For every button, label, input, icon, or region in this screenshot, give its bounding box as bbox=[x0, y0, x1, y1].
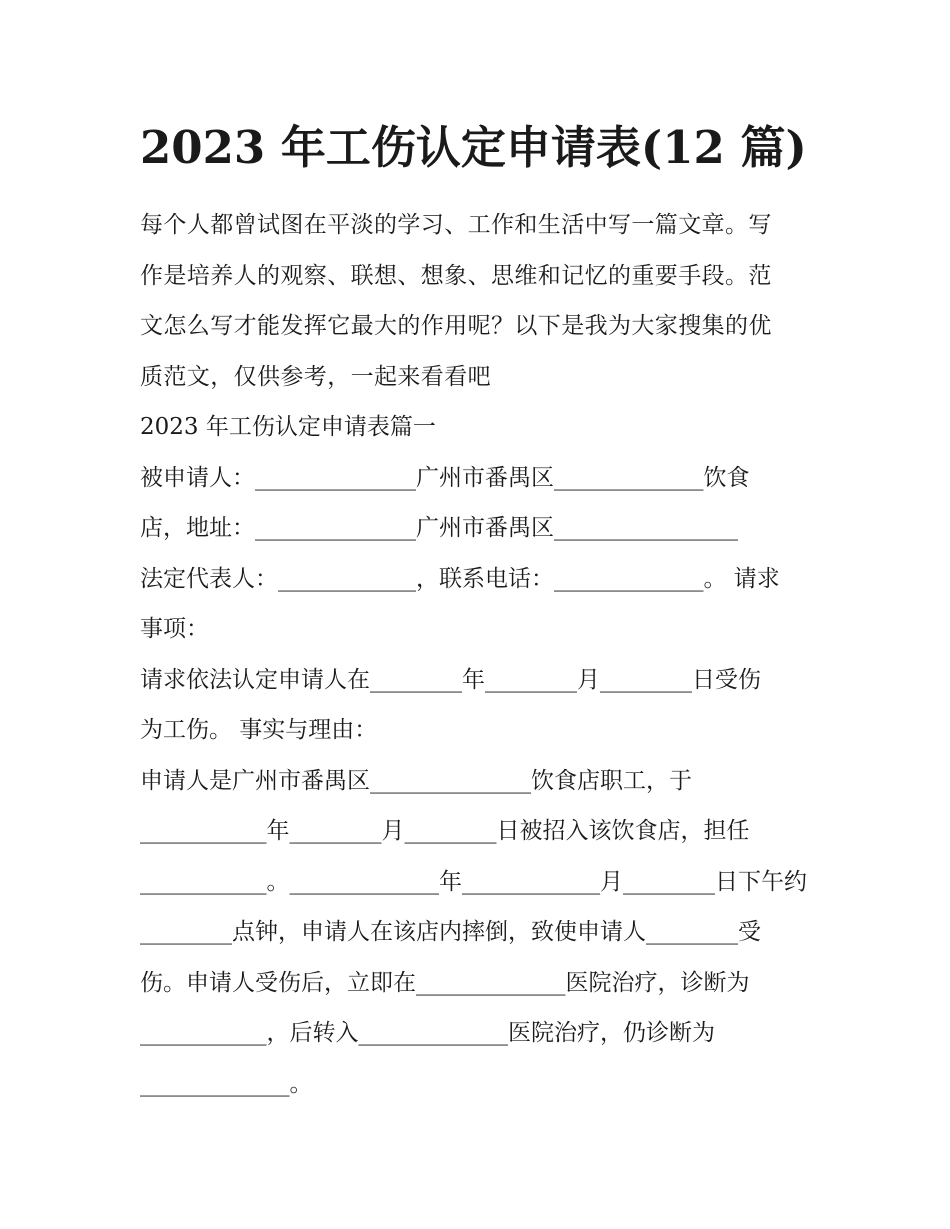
intro-line: 作是培养人的观察、联想、想象、思维和记忆的重要手段。范 bbox=[140, 262, 772, 289]
intro-line: 质范文，仅供参考，一起来看看吧 bbox=[140, 363, 491, 390]
form-line-facts-heading: 为工伤。 事实与理由： bbox=[140, 717, 378, 743]
form-line-transfer: ___________，后转入_____________医院治疗，仍诊断为 bbox=[140, 1020, 715, 1046]
intro-line: 每个人都曾试图在平淡的学习、工作和生活中写一篇文章。写 bbox=[140, 212, 772, 238]
form-line-request: 请求依法认定申请人在________年________月________日受伤 bbox=[140, 666, 761, 693]
intro-line: 文怎么写才能发挥它最大的作用呢？以下是我为大家搜集的优 bbox=[140, 313, 772, 339]
form-line-position-date: ___________。_____________年____________月________日下午约 bbox=[140, 868, 807, 895]
form-line-employee: 申请人是广州市番禺区______________饮食店职工，于 bbox=[140, 767, 692, 794]
intro-paragraph bbox=[140, 200, 820, 402]
document-title: 2023 年工伤认定申请表(12 篇) bbox=[140, 121, 807, 174]
application-form-text bbox=[140, 453, 820, 1110]
form-line-hospital: 伤。申请人受伤后，立即在_____________医院治疗，诊断为 bbox=[140, 969, 750, 996]
form-line-respondent: 被申请人：______________广州市番禺区_____________饮食 bbox=[140, 464, 750, 491]
document-body bbox=[140, 200, 820, 1109]
form-line-address: 店，地址：______________广州市番禺区________________ bbox=[140, 515, 738, 541]
form-line-diagnosis: _____________。 bbox=[140, 1070, 313, 1097]
form-line-accident: ________点钟，申请人在该店内摔倒，致使申请人________受 bbox=[140, 919, 761, 945]
form-line-legal-rep: 法定代表人：____________，联系电话：_____________。 请求 bbox=[140, 565, 780, 592]
form-line-hire-date: ___________年________月________日被招入该饮食店，担任 bbox=[140, 818, 750, 844]
section-heading: 2023 年工伤认定申请表篇一 bbox=[140, 414, 436, 440]
form-line-matters: 事项： bbox=[140, 616, 209, 642]
